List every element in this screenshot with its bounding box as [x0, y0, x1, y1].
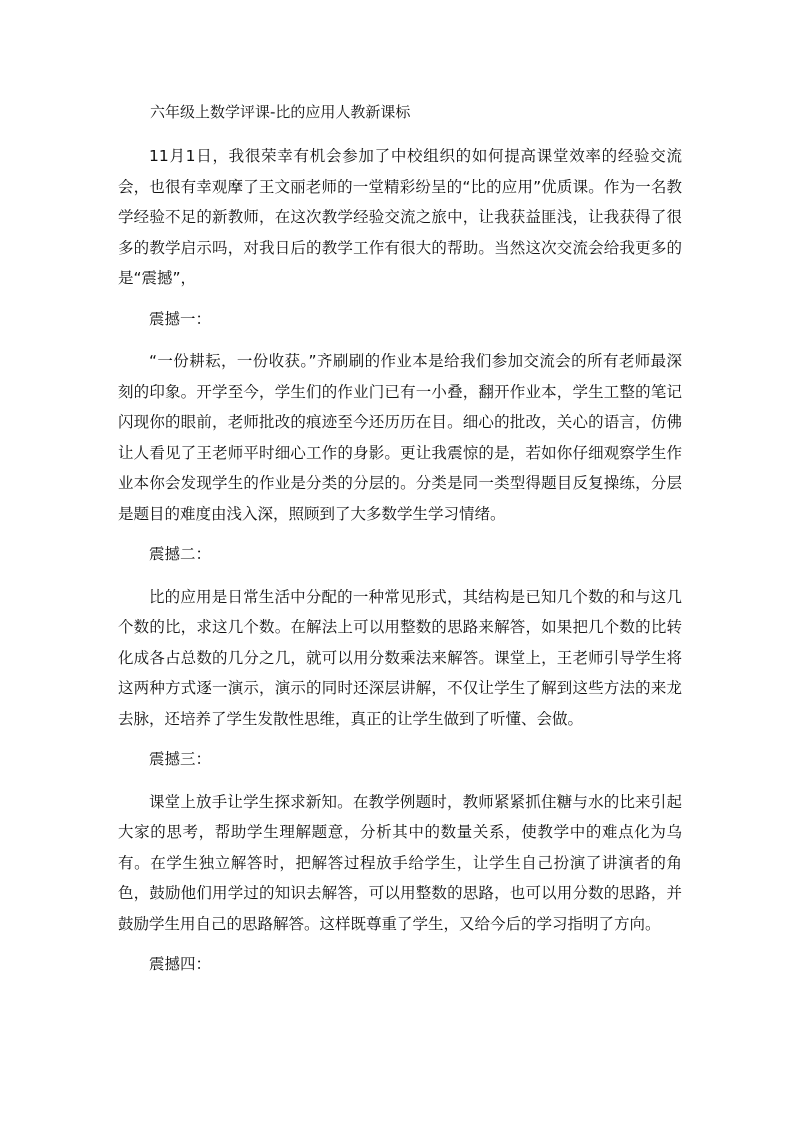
section-heading-4: 震撼四：: [149, 955, 212, 973]
section-heading-2: 震撼二：: [149, 545, 212, 563]
section-body-1: “一份耕耘，一份收获。”齐刷刷的作业本是给我们参加交流会的所有老师最深刻的印象。开学至今，学生们的作业门已有一小叠，翻开作业本，学生工整的笔记闪现你的眼前，老师批改的痕迹至今还历历在目。细心的批改，关心的语言，仿佛让人看见了王老师平时细心工作的身影。更让我震惊的是，若如你仔细观察学生作业本你会发现学生的作业是分类的分层的。分类是同一类型得题目反复操练，分层是题目的难度由浅入深，照顾到了大多数学生学习情绪。: [118, 352, 682, 523]
section-body-3: 课堂上放手让学生探求新知。在教学例题时，教师紧紧抓住糖与水的比来引起大家的思考，帮助学生理解题意，分析其中的数量关系，使教学中的难点化为乌有。在学生独立解答时，把解答过程放手给学生，让学生自己扮演了讲演者的角色，鼓励他们用学过的知识去解答，可以用整数的思路，也可以用分数的思路，并鼓励学生用自己的思路解答。这样既尊重了学生，又给今后的学习指明了方向。: [118, 792, 682, 933]
document-content: [118, 96, 682, 992]
section-heading-1: 震撼一：: [149, 309, 212, 328]
intro-paragraph: 11月1日，我很荣幸有机会参加了中校组织的如何提高课堂效率的经验交流会，也很有幸观摩了王文丽老师的一堂精彩纷呈的“比的应用”优质课。作为一名教学经验不足的新教师，在这次教学经验交流之旅中，让我获益匪浅，让我获得了很多的教学启示吗，对我日后的教学工作有很大的帮助。当然这次交流会给我更多的是“震撼”，: [118, 147, 682, 287]
section-heading-3: 震撼三：: [149, 750, 212, 768]
section-body-2: 比的应用是日常生活中分配的一种常见形式，其结构是已知几个数的和与这几个数的比，求这几个数。在解法上可以用整数的思路来解答，如果把几个数的比转化成各占总数的几分之几，就可以用分数乘法来解答。课堂上，王老师引导学生将这两种方式逐一演示，演示的同时还深层讲解，不仅让学生了解到这些方法的来龙去脉，还培养了学生发散性思维，真正的让学生做到了听懂、会做。: [118, 587, 682, 728]
document-title: 六年级上数学评课-比的应用人教新课标: [150, 103, 411, 121]
